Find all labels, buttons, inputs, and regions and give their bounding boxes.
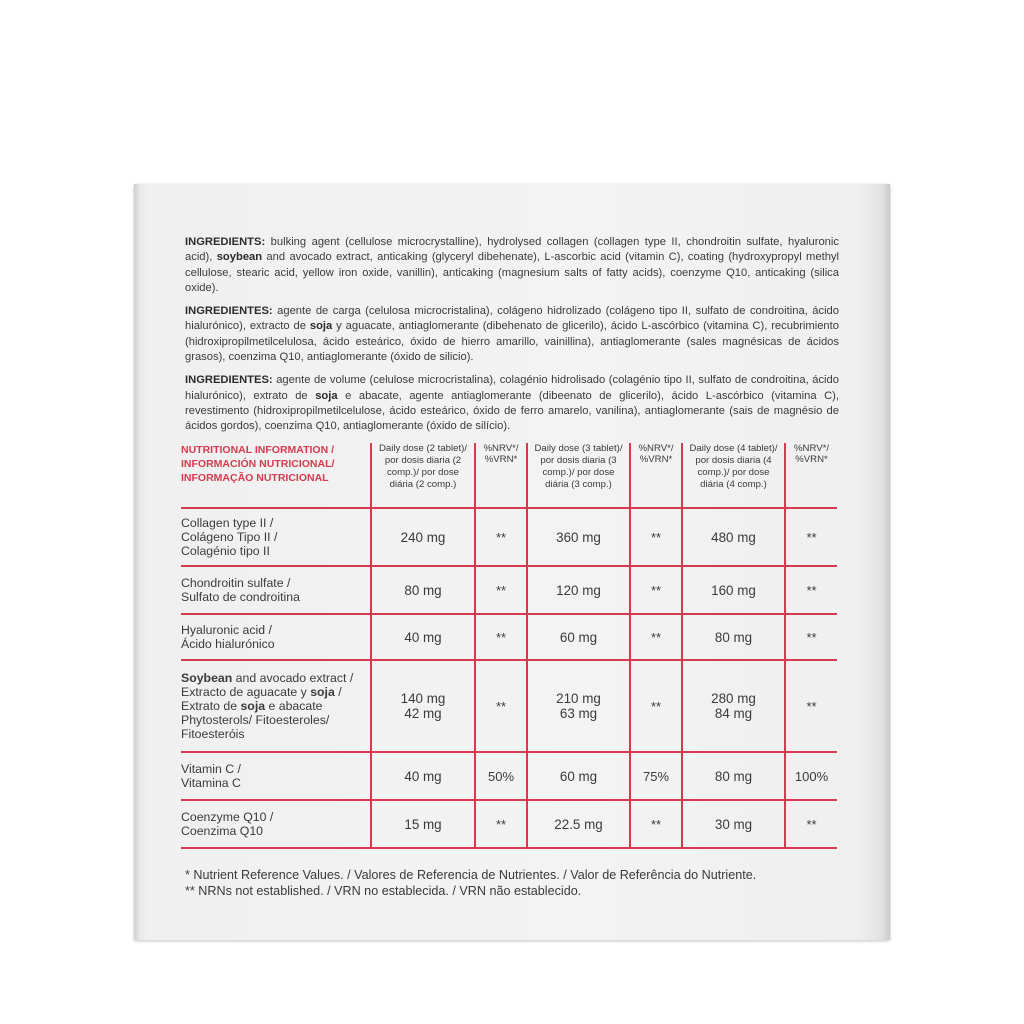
dose-value <box>527 508 630 566</box>
header-nrv-2 <box>475 443 527 508</box>
dose-value <box>682 614 785 660</box>
nrv-value: ** <box>785 566 837 614</box>
nrv-value: 50% <box>475 752 527 800</box>
table-header-row <box>181 443 837 508</box>
header-line: %NRV*/ <box>483 443 519 454</box>
header-line: por dosis diaria (4 <box>695 455 772 466</box>
dose-amount: 80 mg <box>714 768 753 784</box>
nutrient-name-text: Chondroitin sulfate / <box>181 576 291 590</box>
allergen-text: soybean <box>216 251 263 264</box>
header-line: comp.)/ por dose <box>387 467 459 478</box>
dose-amount: 63 mg <box>559 706 598 721</box>
nutrition-table <box>181 443 837 849</box>
allergen-text: soja <box>315 389 338 402</box>
dose-amount: 140 mg <box>400 691 446 706</box>
dose-amount: 210 mg <box>556 691 601 706</box>
nutrient-name-text: / <box>334 685 342 699</box>
dose-amount: 42 mg <box>404 706 442 721</box>
nrv-value: ** <box>630 800 682 848</box>
nrv-value: 75% <box>630 752 682 800</box>
nutrient-name-text: and avocado extract / <box>232 671 354 685</box>
dose-value <box>527 752 630 800</box>
ingredients-section <box>185 235 839 443</box>
ingredients-es <box>185 304 839 365</box>
header-line: %VRN* <box>639 454 673 465</box>
allergen-text: soja <box>310 685 335 699</box>
nrv-value: ** <box>630 566 682 614</box>
header-line: %VRN* <box>484 454 518 465</box>
ingredients-label: INGREDIENTES: <box>185 374 273 387</box>
nrv-value: ** <box>475 508 527 566</box>
dose-amount: 15 mg <box>404 816 442 832</box>
nutrient-name <box>181 508 371 566</box>
dose-amount: 22.5 mg <box>554 816 603 832</box>
nrv-value: ** <box>630 660 682 752</box>
dose-amount: 30 mg <box>714 816 753 832</box>
dose-amount: 160 mg <box>711 582 756 598</box>
nutrient-name-text: Vitamina C <box>181 776 241 790</box>
ingredients-text: agente de carga (celulosa microcristalina), colágeno hidrolizado (colágeno tipo II, sulfato de condroitina, ácido hialurónico), extracto de <box>185 305 839 333</box>
nutrient-name-text: Extracto de aguacate y <box>181 685 311 699</box>
nrv-value: ** <box>475 800 527 848</box>
header-dose-3 <box>527 443 630 508</box>
table-row <box>181 508 837 566</box>
header-line: Daily dose (3 tablet)/ <box>534 443 623 454</box>
allergen-text: Soybean <box>181 671 233 685</box>
dose-amount: 360 mg <box>556 529 601 545</box>
footnotes <box>185 867 845 899</box>
ingredients-text: e abacate, agente antiaglomerante (dibeenato de glicerilo), ácido L-ascórbico (vitamina C), revestimento (hidroxipropilmetilcelulose, ácido esteárico, óxido de ferro amarelo, vanilina), antiaglomerante (sais de magnésio de ácidos gordos), coenzima Q10, antiaglomerante (óxido de silício). <box>185 389 839 433</box>
dose-value <box>371 508 475 566</box>
dose-value <box>527 614 630 660</box>
dose-value <box>527 660 630 752</box>
nutrient-name-text: Phytosterols/ Fitoesteroles/ <box>181 713 330 727</box>
dose-amount: 60 mg <box>559 629 598 645</box>
dose-value <box>371 660 475 752</box>
dose-value <box>682 508 785 566</box>
nutrient-name <box>181 660 371 752</box>
header-line: por dosis diaria (2 <box>384 455 462 466</box>
header-line: diária (4 comp.) <box>700 479 767 490</box>
nutrient-name-text: Colágeno Tipo II / <box>181 530 278 544</box>
header-line: Daily dose (4 tablet)/ <box>689 443 778 454</box>
header-line: comp.)/ por dose <box>697 467 770 478</box>
ingredients-pt <box>185 373 839 434</box>
dose-value <box>682 660 785 752</box>
nrv-value: 100% <box>785 752 837 800</box>
nutrient-name-text: Colagénio tipo II <box>181 544 270 558</box>
header-line: comp.)/ por dose <box>542 467 615 478</box>
dose-amount: 40 mg <box>404 768 442 784</box>
nrv-value: ** <box>785 800 837 848</box>
header-line: diária (3 comp.) <box>545 479 612 490</box>
nutrient-name-text: Ácido hialurónico <box>181 637 275 651</box>
dose-amount: 240 mg <box>400 529 446 545</box>
header-line: NUTRITIONAL INFORMATION / <box>181 444 335 456</box>
header-line: INFORMAÇÃO NUTRICIONAL <box>181 472 329 484</box>
nutrient-name-text: Extrato de <box>181 699 241 713</box>
header-dose-4 <box>682 443 785 508</box>
dose-value <box>371 752 475 800</box>
nutrient-name-text: Coenzyme Q10 / <box>181 810 274 824</box>
nrv-value: ** <box>475 566 527 614</box>
dose-amount: 80 mg <box>714 629 753 645</box>
ingredients-en <box>185 235 839 296</box>
header-nrv-4 <box>785 443 837 508</box>
ingredients-text: and avocado extract, anticaking (glyceryl dibehenate), L-ascorbic acid (vitamin C), coating (hydroxypropyl methyl cellulose, stearic acid, yellow iron oxide, vanillin), anticaking (magnesium salts of fatty acids), coenzyme Q10, anticaking (silica oxide). <box>185 251 839 294</box>
dose-value <box>527 800 630 848</box>
header-line: diária (2 comp.) <box>389 479 457 490</box>
nutrient-name <box>181 614 371 660</box>
nutrient-name <box>181 800 371 848</box>
dose-amount: 480 mg <box>711 529 756 545</box>
table-row <box>181 614 837 660</box>
nutrient-name-text: Collagen type II / <box>181 516 274 530</box>
nutrient-name-text: Hyaluronic acid / <box>181 623 272 637</box>
ingredients-text: y aguacate, antiaglomerante (dibehenato de glicerilo), ácido L-ascórbico (vitamina C), recubrimiento (hidroxipropilmetilcelulosa, ácido esteárico, óxido de hierro amarillo, vainillina), antiaglomerante (sales magnésicas de ácidos grasos), coenzima Q10, antiaglomerante (óxido de silicio). <box>185 320 839 364</box>
nrv-value: ** <box>475 614 527 660</box>
nutrient-name <box>181 566 371 614</box>
nrv-value: ** <box>630 508 682 566</box>
header-line: %NRV*/ <box>638 443 674 454</box>
dose-value <box>371 614 475 660</box>
nrv-value: ** <box>630 614 682 660</box>
dose-amount: 84 mg <box>714 706 753 721</box>
header-dose-2 <box>371 443 475 508</box>
header-line: %NRV*/ <box>793 443 829 454</box>
table-row <box>181 800 837 848</box>
ingredients-label: INGREDIENTS: <box>185 236 266 248</box>
header-nrv-3 <box>630 443 682 508</box>
allergen-text: soja <box>309 320 333 333</box>
dose-amount: 60 mg <box>559 768 598 784</box>
table-row <box>181 660 837 752</box>
dose-value <box>682 752 785 800</box>
dose-value <box>682 800 785 848</box>
header-line: Daily dose (2 tablet)/ <box>379 443 467 454</box>
table-row <box>181 566 837 614</box>
nutrient-name-text: Sulfato de condroitina <box>181 590 300 604</box>
dose-amount: 40 mg <box>404 629 442 645</box>
nrv-value: ** <box>475 660 527 752</box>
ingredients-label: INGREDIENTES: <box>185 305 273 318</box>
nutrient-name-text: Vitamin C / <box>181 762 241 776</box>
nrv-value: ** <box>785 508 837 566</box>
footnote-not-established: ** NRNs not established. / VRN no establecida. / VRN não establecido. <box>185 884 582 898</box>
allergen-text: soja <box>240 699 266 713</box>
dose-value <box>371 800 475 848</box>
header-line: %VRN* <box>795 454 828 465</box>
nutrient-name <box>181 752 371 800</box>
header-line: por dosis diaria (3 <box>540 455 617 466</box>
dose-amount: 120 mg <box>556 582 601 598</box>
table-title <box>181 443 371 508</box>
nrv-value: ** <box>785 614 837 660</box>
nutrient-name-text: e abacate <box>265 699 323 713</box>
nutrient-name-text: Coenzima Q10 <box>181 824 264 838</box>
nrv-value: ** <box>785 660 837 752</box>
table-row <box>181 752 837 800</box>
ingredients-text: bulking agent (cellulose microcrystalline), hydrolysed collagen (collagen type II, chondroitin sulfate, hyaluronic acid), <box>185 236 839 264</box>
header-line: INFORMACIÓN NUTRICIONAL/ <box>181 458 335 470</box>
dose-value <box>371 566 475 614</box>
ingredients-text: agente de volume (celulose microcristalina), colagénio hidrolisado (colagénio tipo II, sulfato de condroitina, ácido hialurónico), extrato de <box>185 374 839 402</box>
footnote-nrv: * Nutrient Reference Values. / Valores de Referencia de Nutrientes. / Valor de Referência do Nutriente. <box>185 868 757 882</box>
nutrient-name-text: Fitoesteróis <box>181 727 245 741</box>
dose-value <box>527 566 630 614</box>
dose-value <box>682 566 785 614</box>
dose-amount: 80 mg <box>404 582 442 598</box>
dose-amount: 280 mg <box>711 691 756 706</box>
